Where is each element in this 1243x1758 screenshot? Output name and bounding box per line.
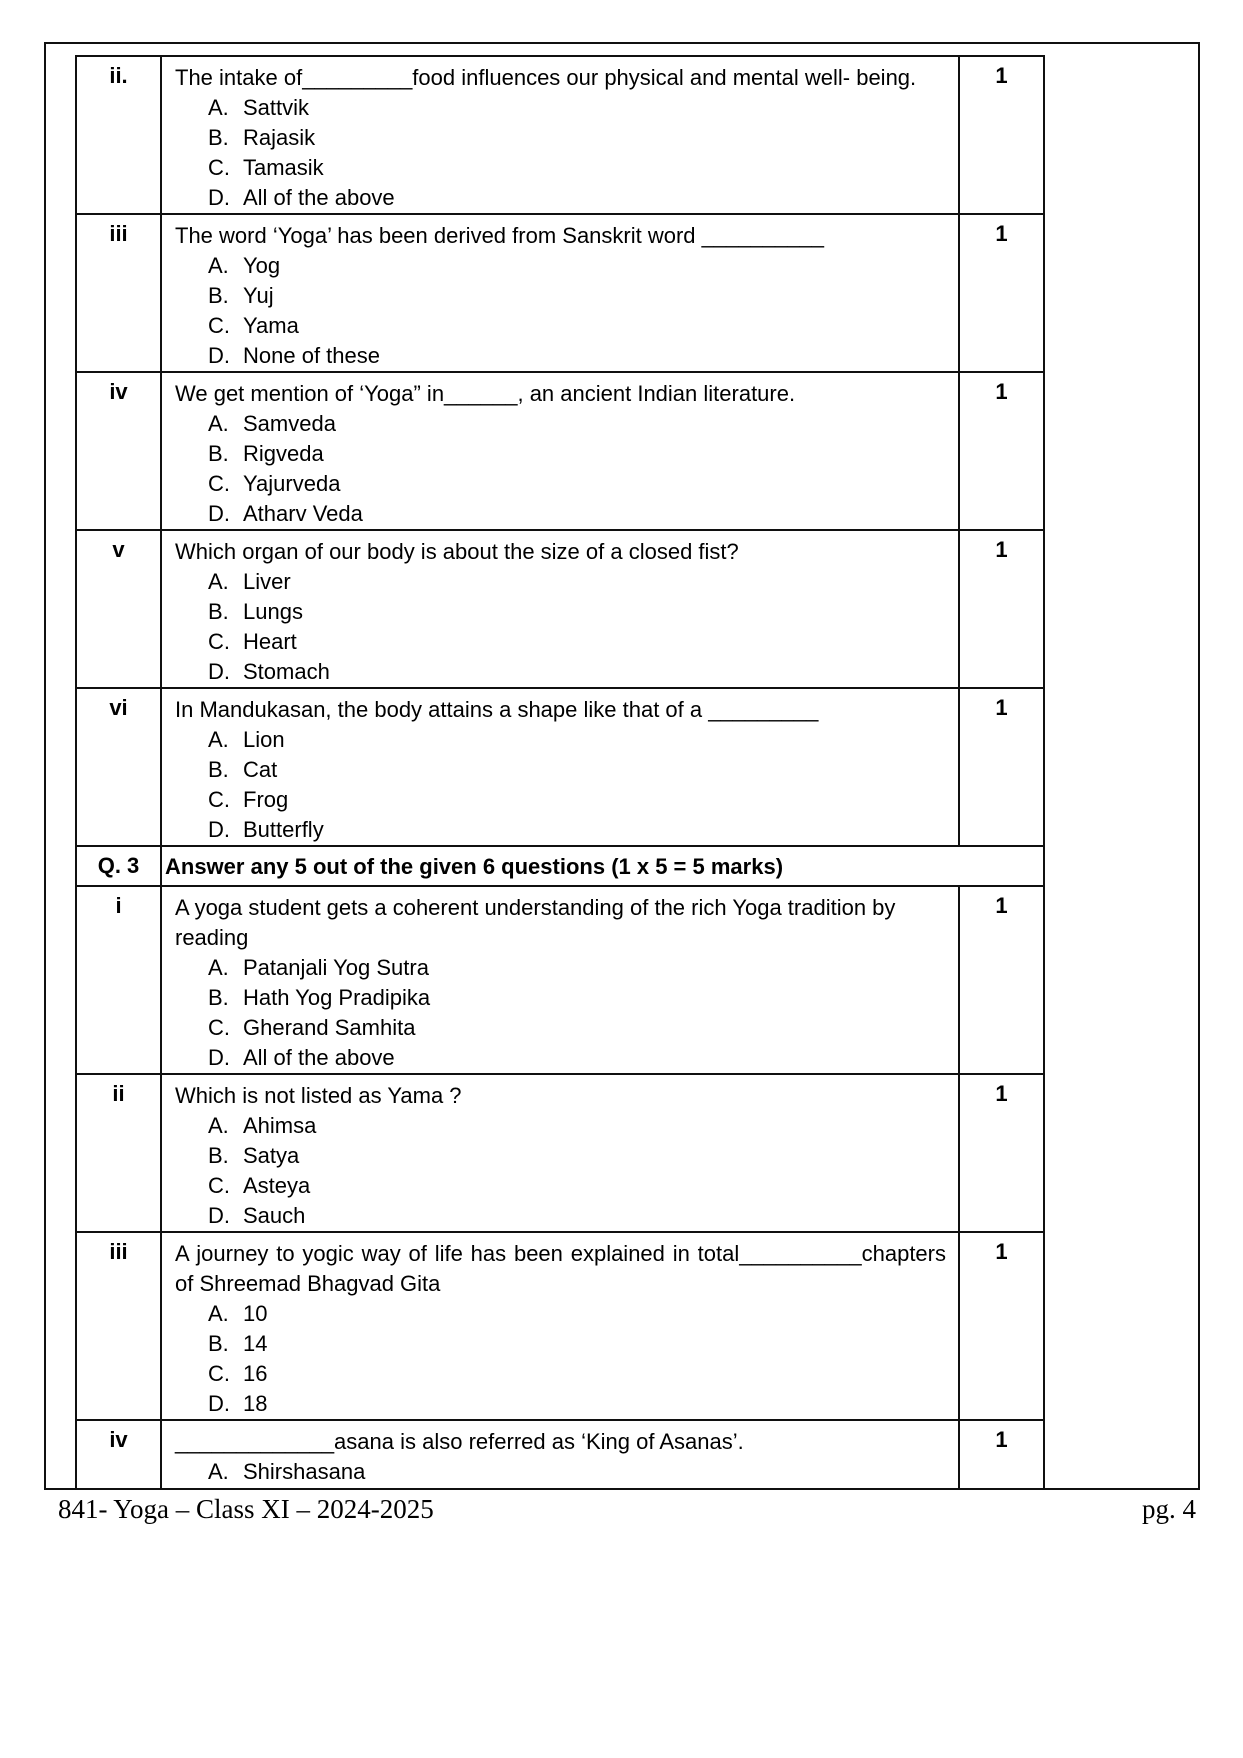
option-row [208,627,946,657]
footer-doc-title: 841- Yoga – Class XI – 2024-2025 [58,1494,434,1524]
option-text: Rigveda [243,441,324,466]
option-row [208,657,946,687]
question-number: vi [76,688,161,846]
option-text: Ahimsa [243,1113,317,1138]
option-letter: B. [208,441,229,466]
option-letter: C. [208,471,230,496]
marks-cell: 1 [959,1420,1044,1490]
question-number: iii [76,1232,161,1420]
option-text: Hath Yog Pradipika [243,985,431,1010]
option-letter: B. [208,757,229,782]
option-row [208,311,946,341]
option-letter: D. [208,185,230,210]
option-row [208,953,946,983]
option-row [208,1171,946,1201]
question-cell [161,214,959,372]
option-row [208,439,946,469]
option-row [208,597,946,627]
option-text: 16 [243,1361,268,1386]
question-cell [161,886,959,1074]
option-text: Yama [243,313,299,338]
option-text: Yuj [243,283,274,308]
option-text: Gherand Samhita [243,1015,416,1040]
option-row [208,1457,946,1487]
option-row [208,725,946,755]
option-row [208,341,946,371]
marks-cell: 1 [959,530,1044,688]
option-letter: B. [208,283,229,308]
option-row [208,755,946,785]
option-text: Frog [243,787,289,812]
option-row [208,123,946,153]
option-letter: C. [208,1173,230,1198]
question-row [76,372,1044,530]
question-text: Which is not listed as Yama ? [175,1083,462,1108]
question-cell [161,1420,959,1490]
question-row [76,1420,1044,1490]
option-text: 14 [243,1331,268,1356]
option-text: Samveda [243,411,336,436]
option-row [208,1487,946,1490]
option-text: Cat [243,757,278,782]
option-text: Yajurveda [243,471,341,496]
question-row [76,886,1044,1074]
question-number: iv [76,372,161,530]
option-letter: B. [208,125,229,150]
option-letter: A. [208,253,229,278]
option-letter: B. [208,1331,229,1356]
option-row [208,567,946,597]
option-row [208,1141,946,1171]
option-letter: C. [208,155,230,180]
footer-page-number: pg. 4 [1142,1494,1196,1524]
option-row [208,785,946,815]
option-letter: A. [208,95,229,120]
option-row [208,1389,946,1419]
option-text: Asteya [243,1173,311,1198]
option-row [208,815,946,845]
marks-cell: 1 [959,1232,1044,1420]
marks-cell: 1 [959,688,1044,846]
question-cell [161,1074,959,1232]
option-letter: B. [208,599,229,624]
option-letter: D. [208,817,230,842]
marks-cell: 1 [959,214,1044,372]
option-row [208,281,946,311]
option-text: Satya [243,1143,300,1168]
option-text: Sattvik [243,95,310,120]
option-row [208,1043,946,1073]
option-text: Lungs [243,599,303,624]
option-row [208,1359,946,1389]
section-row [76,846,1044,886]
option-letter: D. [208,501,230,526]
question-number: i [76,886,161,1074]
option-letter: D. [208,1203,230,1228]
question-table [75,55,1045,1490]
option-letter: A. [208,569,229,594]
section-number: Q. 3 [76,846,161,886]
marks-cell: 1 [959,886,1044,1074]
option-text: Shirshasana [243,1459,366,1484]
page-border [44,42,1200,1490]
question-text: We get mention of ‘Yoga” in______, an ancient Indian literature. [175,381,796,406]
section-title: Answer any 5 out of the given 6 questions (1 x 5 = 5 marks) [161,846,1044,886]
marks-cell: 1 [959,372,1044,530]
option-row [208,1299,946,1329]
option-text: Liver [243,569,291,594]
question-text: _____________asana is also referred as ‘King of Asanas’. [175,1429,744,1454]
option-text: Atharv Veda [243,501,363,526]
option-letter: C. [208,629,230,654]
option-row [208,469,946,499]
option-letter: B. [208,985,229,1010]
option-row [208,983,946,1013]
option-row [208,409,946,439]
option-letter: A. [208,1113,229,1138]
option-text: 18 [243,1391,268,1416]
question-row [76,1232,1044,1420]
option-row [208,1329,946,1359]
option-text: Stomach [243,659,330,684]
question-text: In Mandukasan, the body attains a shape like that of a _________ [175,697,819,722]
question-cell [161,372,959,530]
option-row [208,1013,946,1043]
option-letter: C. [208,1361,230,1386]
question-cell [161,530,959,688]
option-letter: D. [208,659,230,684]
question-text: A journey to yogic way of life has been explained in total__________chapters of Shreemad Bhagvad Gita [175,1241,946,1296]
option-letter: A. [208,955,229,980]
option-row [208,93,946,123]
option-text: All of the above [243,185,395,210]
option-letter: D. [208,343,230,368]
option-letter: A. [208,727,229,752]
question-number: iv [76,1420,161,1490]
option-text: Sauch [243,1203,306,1228]
question-text: Which organ of our body is about the size of a closed fist? [175,539,739,564]
option-text [243,1487,946,1490]
page-footer [58,1494,1196,1525]
question-cell [161,688,959,846]
marks-cell: 1 [959,1074,1044,1232]
option-row [208,1111,946,1141]
option-letter: D. [208,1045,230,1070]
question-number: iii [76,214,161,372]
option-text: All of the above [243,1045,395,1070]
option-letter: C. [208,787,230,812]
option-letter: D. [208,1391,230,1416]
question-row [76,56,1044,214]
question-row [76,214,1044,372]
option-text: Yog [243,253,281,278]
question-number: v [76,530,161,688]
option-row [208,1201,946,1231]
option-letter: C. [208,1015,230,1040]
option-text: Tamasik [243,155,324,180]
option-row [208,183,946,213]
option-letter: A. [208,1459,229,1484]
option-row [208,153,946,183]
option-text: Heart [243,629,297,654]
option-letter: A. [208,411,229,436]
question-row [76,688,1044,846]
option-row [208,251,946,281]
question-text: A yoga student gets a coherent understanding of the rich Yoga tradition by reading [175,895,896,950]
option-letter: B. [208,1143,229,1168]
question-number: ii. [76,56,161,214]
option-letter: C. [208,313,230,338]
option-text: Lion [243,727,285,752]
question-cell [161,56,959,214]
option-text: Butterfly [243,817,324,842]
option-text: Patanjali Yog Sutra [243,955,429,980]
question-cell [161,1232,959,1420]
option-text: 10 [243,1301,268,1326]
marks-cell: 1 [959,56,1044,214]
option-text: None of these [243,343,380,368]
option-text: Rajasik [243,125,316,150]
question-text: The word ‘Yoga’ has been derived from Sanskrit word __________ [175,223,824,248]
question-number: ii [76,1074,161,1232]
question-text: The intake of_________food influences our physical and mental well- being. [175,65,917,90]
option-letter: A. [208,1301,229,1326]
option-letter [208,1487,243,1490]
question-row [76,530,1044,688]
option-row [208,499,946,529]
question-row [76,1074,1044,1232]
